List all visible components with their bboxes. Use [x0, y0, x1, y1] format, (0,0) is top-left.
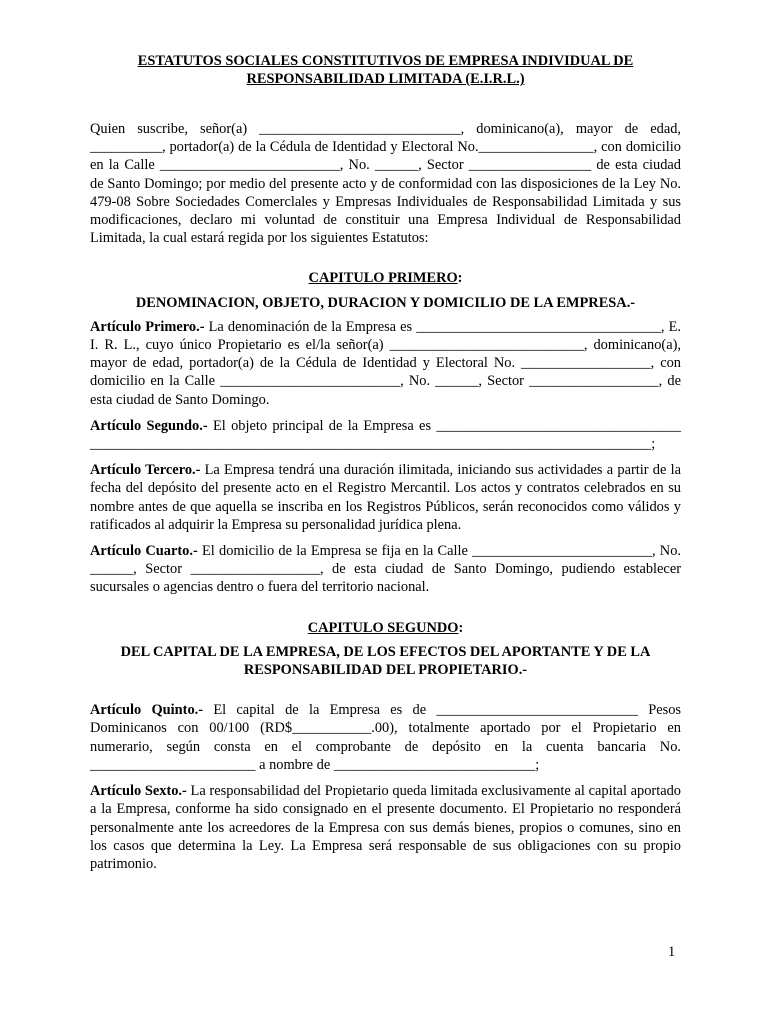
article-sexto-text: La responsabilidad del Propietario queda limitada exclusivamente al capital aportado a la Empresa, conforme ha sido consignado en el presente documento. El Propietario no responderá personalmente ante los acreedores de la Empresa con sus demás bienes, propios o comunes, sino en los casos que determina la Ley. La Empresa será responsable de sus obligaciones con su propio patrimonio.: [90, 783, 681, 872]
article-segundo-label: Artículo Segundo.-: [90, 417, 208, 434]
article-cuarto: [90, 542, 681, 597]
article-primero-text: La denominación de la Empresa es __________________________________, E. I. R. L., cuyo único Propietario es el/la señor(a) ___________________________, dominicano(a), mayor de edad, portador(a) de la Cédula de Identidad y Electoral No. __________________, con domicilio en la Calle _________________________, No. ______, Sector __________________, de esta ciudad de Santo Domingo.: [90, 318, 681, 408]
article-tercero-label: Artículo Tercero.-: [90, 462, 201, 479]
article-quinto-label: Artículo Quinto.-: [90, 702, 204, 719]
chapter1-heading-text: CAPITULO PRIMERO: [308, 270, 458, 287]
chapter2-heading: [90, 619, 681, 637]
article-tercero: [90, 461, 681, 534]
article-segundo-text: El objeto principal de la Empresa es __________________________________ ______________________________________________________________________________;: [90, 417, 681, 453]
article-segundo: [90, 417, 681, 453]
chapter2-subtitle-line2: RESPONSABILIDAD DEL PROPIETARIO.-: [243, 662, 528, 679]
chapter1-heading-colon: :: [457, 270, 463, 287]
article-primero-label: Artículo Primero.-: [90, 318, 205, 335]
article-sexto: [90, 782, 681, 873]
document-title-line2: RESPONSABILIDAD LIMITADA (E.I.R.L.): [246, 71, 525, 87]
intro-paragraph: Quien suscribe, señor(a) ____________________________, dominicano(a), mayor de edad, __________, portador(a) de la Cédula de Identidad y Electoral No.________________, con domicilio en la Calle _________________________, No. ______, Sector _________________ de esta ciudad de Santo Domingo; por medio del presente acto y de conformidad con las disposiciones de la Ley No. 479-08 Sobre Sociedades Comerclales y Empresas Individuales de Responsabilidad Limitada y sus modificaciones, declaro mi voluntad de constituir una Empresa Individual de Responsabilidad Limitada, la cual estará regida por los siguientes Estatutos:: [90, 121, 681, 247]
article-cuarto-text: El domicilio de la Empresa se fija en la Calle _________________________, No. ______, Sector __________________, de esta ciudad de Santo Domingo, pudiendo establecer sucursales o agencias dentro o fuera del territorio nacional.: [90, 543, 681, 596]
article-sexto-label: Artículo Sexto.-: [90, 783, 187, 800]
document-title-line1: ESTATUTOS SOCIALES CONSTITUTIVOS DE EMPRESA INDIVIDUAL DE: [137, 53, 634, 69]
chapter2-heading-text: CAPITULO SEGUNDO: [307, 619, 459, 636]
article-quinto: [90, 701, 681, 774]
article-cuarto-label: Artículo Cuarto.-: [90, 543, 198, 560]
document-page: [90, 52, 681, 873]
chapter2-heading-colon: :: [458, 619, 464, 636]
page-number: 1: [668, 944, 676, 960]
chapter1-subtitle: DENOMINACION, OBJETO, DURACION Y DOMICILIO DE LA EMPRESA.-: [135, 294, 636, 311]
article-tercero-text: La Empresa tendrá una duración ilimitada, iniciando sus actividades a partir de la fecha del depósito del presente acto en el Registro Mercantil. Los actos y contratos celebrados en su nombre antes de que aquella se inscriba en los Registros Públicos, serán reconocidos como válidos y ratificados al adquirir la Empresa su personalidad jurídica plena.: [90, 462, 681, 533]
article-primero: [90, 318, 681, 409]
chapter2-subtitle-line1: DEL CAPITAL DE LA EMPRESA, DE LOS EFECTOS DEL APORTANTE Y DE LA: [120, 643, 651, 660]
chapter1-heading: [90, 269, 681, 287]
article-quinto-text: El capital de la Empresa es de ____________________________ Pesos Dominicanos con 00/100 (RD$___________.00), totalmente aportado por el Propietario en numerario, según consta en el comprobante de depósito en la cuenta bancaria No. _______________________ a nombre de ____________________________;: [90, 702, 681, 773]
